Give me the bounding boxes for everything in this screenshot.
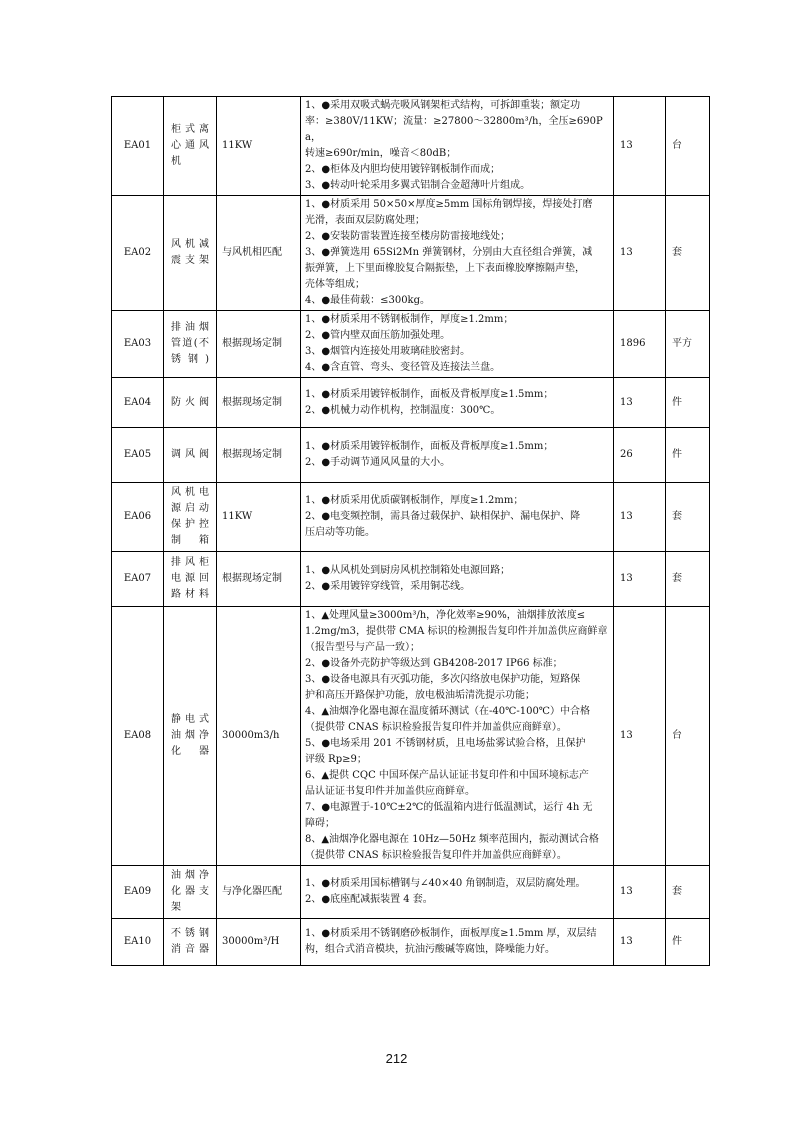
requirement-line: （提供带 CNAS 标识检验报告复印件并加盖供应商鲜章）。 [305,850,567,861]
requirement-line: 2、●采用镀锌穿线管，采用铜芯线。 [305,581,471,592]
requirement-line: 2、●电变频控制，需具备过载保护、缺相保护、漏电保护、降 [305,511,581,522]
item-name [164,919,217,966]
requirement-line: 护和高压开路保护功能，放电极油垢清洗提示功能； [305,690,535,701]
requirement-line: 2、●机械力动作机构，控制温度：300℃。 [305,404,501,416]
item-requirements [301,866,614,919]
item-code: EA06 [112,483,164,552]
item-unit: 套 [666,552,710,607]
item-code: EA10 [112,919,164,966]
item-requirements [301,196,614,311]
table-body [112,97,710,966]
requirement-line: 1、●材质采用镀锌板制作，面板及背板厚度≥1.5mm； [305,388,554,400]
item-unit: 台 [666,607,710,866]
item-code: EA08 [112,607,164,866]
item-name-line: 保护控 [171,519,209,530]
item-name-line: 架 [171,902,181,913]
item-requirements [301,607,614,866]
item-name-line: 管道(不 [171,338,209,349]
requirement-line: 6、▲提供 CQC 中国环保产品认证证书复印件和中国环境标志产 [305,770,589,781]
requirement-line: 振弹簧，上下里面橡胶复合隔振垫，上下表面橡胶摩擦隔声垫， [305,263,585,274]
item-name [164,552,217,607]
item-quantity: 13 [614,196,666,311]
item-name-line: 风机减 [171,239,209,250]
item-unit: 件 [666,919,710,966]
item-requirements [301,483,614,552]
requirement-line: 2、●柜体及内胆均使用镀锌钢板制作而成； [305,164,501,175]
requirement-line: （报告型号与产品一致）； [305,642,420,653]
item-name-line: 风机电 [171,487,209,498]
requirement-line: 4、●最佳荷载：≤300kg。 [305,295,431,306]
requirement-line: 品认证证书复印件并加盖供应商鲜章。 [305,786,475,797]
requirement-line: 1、●材质采用国标槽钢与∠40×40 角钢制造，双层防腐处理。 [305,878,586,889]
item-unit: 件 [666,428,710,483]
item-code: EA07 [112,552,164,607]
table-row [112,97,710,196]
item-spec: 11KW [217,97,301,196]
item-name [164,378,217,428]
item-quantity: 13 [614,607,666,866]
requirement-line: 评级 Rp≥9； [305,754,367,765]
requirement-line: 1、▲处理风量≥3000m³/h，净化效率≥90%，油烟排放浓度≤ [305,610,586,621]
item-name-line: 柜式离 [171,124,209,135]
requirement-line: 1、●材质采用不锈钢磨砂板制作，面板厚度≥1.5mm 厚，双层结 [305,928,597,939]
requirement-line: 3、●烟管内连接处用玻璃硅胶密封。 [305,346,471,357]
item-requirements [301,97,614,196]
item-requirements [301,378,614,428]
requirement-line: 2、●管内壁双面压筋加强处理。 [305,330,451,341]
item-name-line: 调风阀 [171,449,209,460]
table-row [112,607,710,866]
item-name [164,607,217,866]
item-unit: 台 [666,97,710,196]
item-name-line: 源启动 [171,503,209,514]
item-code: EA01 [112,97,164,196]
item-quantity: 13 [614,97,666,196]
requirement-line: 率：≥380V/11KW；流量：≥27800～32800m³/h，全压≥690Pa， [305,116,603,143]
item-spec: 30000m³/H [217,919,301,966]
item-unit: 套 [666,483,710,552]
item-name [164,196,217,311]
requirement-line: 障碍； [305,818,335,829]
requirement-line: 压启动等功能。 [305,527,375,538]
table-row [112,428,710,483]
requirement-line: 3、●转动叶轮采用多翼式铝制合金超薄叶片组成。 [305,180,531,191]
item-unit: 件 [666,378,710,428]
item-name-line: 电源回 [171,573,209,584]
item-name-line: 震支架 [171,255,209,266]
item-name-line: 防火阀 [171,396,209,408]
item-name [164,428,217,483]
item-quantity: 26 [614,428,666,483]
requirement-line: 8、▲油烟净化器电源在 10Hz—50Hz 频率范围内，振动测试合格 [305,834,599,845]
item-name-line: 静电式 [171,714,209,725]
item-unit: 套 [666,866,710,919]
item-requirements [301,919,614,966]
requirement-line: 3、●弹簧选用 65Si2Mn 弹簧钢材，分别由大直径组合弹簧，减 [305,247,593,258]
requirement-line: 2、●手动调节通风风量的大小。 [305,457,451,468]
requirement-line: 1、●材质采用 50×50×厚度≥5mm 国标角钢焊接，焊接处打磨 [305,199,593,210]
table-row [112,919,710,966]
item-unit: 平方 [666,311,710,378]
item-name-line: 排风柜 [171,557,209,568]
requirement-line: 4、▲油烟净化器电源在温度循环测试（在-40℃-100℃）中合格 [305,706,590,717]
item-requirements [301,428,614,483]
table-row [112,866,710,919]
item-name-line: 路材料 [171,589,209,600]
requirement-line: 4、●含直管、弯头、变径管及连接法兰盘。 [305,362,501,373]
item-code: EA04 [112,378,164,428]
item-code: EA02 [112,196,164,311]
item-name-line: 制箱 [171,535,209,546]
requirement-line: 壳体等组成； [305,279,365,290]
item-code: EA03 [112,311,164,378]
item-spec: 30000m3/h [217,607,301,866]
table-row [112,196,710,311]
requirement-line: 1、●材质采用镀锌板制作，面板及背板厚度≥1.5mm； [305,441,554,452]
item-spec: 与风机相匹配 [217,196,301,311]
item-spec: 根据现场定制 [217,552,301,607]
equipment-table [111,96,710,966]
requirement-line: 2、●底座配减振装置 4 套。 [305,894,433,905]
requirement-line: 光滑，表面双层防腐处理； [305,215,425,226]
requirement-line: 1.2mg/m3，提供带 CMA 标识的检测报告复印件并加盖供应商鲜章 [305,626,608,637]
requirement-line: 2、●设备外壳防护等级达到 GB4208-2017 IP66 标准； [305,658,563,669]
item-quantity: 13 [614,483,666,552]
item-name-line: 排油烟 [171,322,209,333]
item-quantity: 1896 [614,311,666,378]
item-name-line: 机 [171,156,181,167]
item-quantity: 13 [614,866,666,919]
item-name [164,97,217,196]
requirement-line: 构，组合式消音模块，抗油污酸碱等腐蚀，降噪能力好。 [305,944,555,955]
item-spec: 根据现场定制 [217,311,301,378]
item-name [164,311,217,378]
item-unit: 套 [666,196,710,311]
item-name-line: 不锈钢 [171,928,209,939]
equipment-spec-sheet [111,96,709,966]
item-name-line: 心通风 [171,140,209,151]
requirement-line: 转速≥690r/min，噪音＜80dB； [305,148,457,159]
requirement-line: 7、●电源置于-10℃±2℃的低温箱内进行低温测试，运行 4h 无 [305,802,593,813]
item-code: EA09 [112,866,164,919]
item-name [164,483,217,552]
item-name-line: 油烟净 [171,730,209,741]
item-code: EA05 [112,428,164,483]
item-requirements [301,311,614,378]
table-row [112,378,710,428]
requirement-line: 2、●安装防雷装置连接至楼房防雷接地线处； [305,231,511,242]
item-quantity: 13 [614,552,666,607]
requirement-line: 1、●材质采用优质碳钢板制作，厚度≥1.2mm； [305,495,524,506]
item-name-line: 锈钢) [171,354,209,365]
requirement-line: 1、●采用双吸式蜗壳吸风钢架柜式结构，可拆卸重装；额定功 [305,100,581,111]
requirement-line: 3、●设备电源具有灭弧功能，多次闪络放电保护功能，短路保 [305,674,581,685]
table-row [112,483,710,552]
item-name-line: 消音器 [171,944,209,955]
item-requirements [301,552,614,607]
table-row [112,552,710,607]
item-name-line: 化器支 [171,886,209,897]
item-name [164,866,217,919]
requirement-line: 1、●从风机处到厨房风机控制箱处电源回路； [305,565,511,576]
requirement-line: 1、●材质采用不锈钢板制作，厚度≥1.2mm； [305,314,514,325]
item-quantity: 13 [614,378,666,428]
item-name-line: 化器 [171,746,209,757]
item-spec: 根据现场定制 [217,428,301,483]
item-quantity: 13 [614,919,666,966]
item-spec: 根据现场定制 [217,378,301,428]
page-number: 212 [385,1051,408,1066]
item-spec: 与净化器匹配 [217,866,301,919]
item-name-line: 油烟净 [171,870,209,881]
item-spec: 11KW [217,483,301,552]
requirement-line: （提供带 CNAS 标识检验报告复印件并加盖供应商鲜章）。 [305,722,567,733]
table-row [112,311,710,378]
requirement-line: 5、●电场采用 201 不锈钢材质，且电场盐雾试验合格，且保护 [305,738,586,749]
